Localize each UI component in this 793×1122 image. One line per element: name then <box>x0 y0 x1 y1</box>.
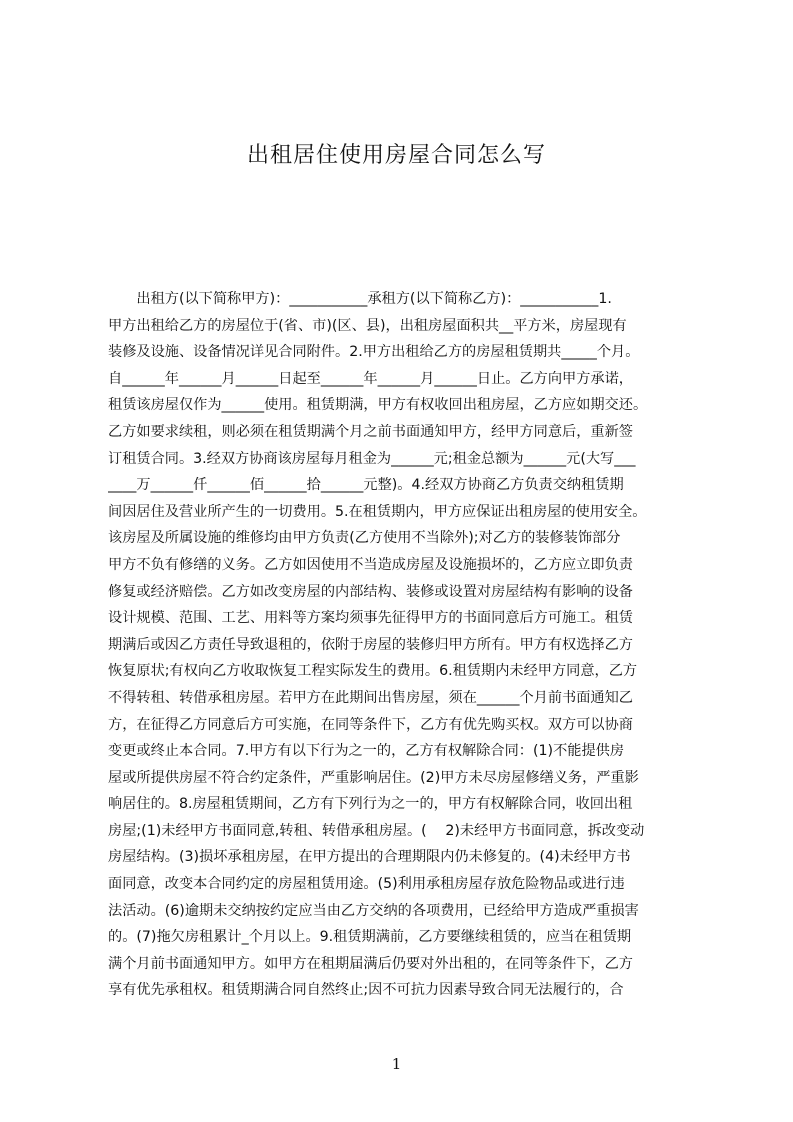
text-line: 订租赁合同。3.经双方协商该房屋每月租金为______元;租金总额为______元(大写___ <box>108 450 636 467</box>
text-line: 满个月前书面通知甲方。如甲方在租期届满后仍要对外出租的，在同等条件下，乙方 <box>108 955 633 972</box>
text-line: 响居住的。8.房屋租赁期间，乙方有下列行为之一的，甲方有权解除合同，收回出租 <box>108 796 633 813</box>
text-line: 甲方出租给乙方的房屋位于(省、市)(区、县)，出租房屋面积共__平方米，房屋现有 <box>108 317 627 334</box>
text-line: 房屋;(1)未经甲方书面同意,转租、转借承租房屋。( 2)未经甲方书面同意，拆改变动 <box>108 822 645 839</box>
page-number: 1 <box>391 1055 402 1073</box>
text-line: 享有优先承租权。租赁期满合同自然终止;因不可抗力因素导致合同无法履行的，合 <box>108 982 624 999</box>
text-line: 装修及设施、设备情况详见合同附件。2.甲方出租给乙方的房屋租赁期共_____个月。 <box>108 344 640 361</box>
text-line: 房屋结构。(3)损坏承租房屋，在甲方提出的合理期限内仍未修复的。(4)未经甲方书 <box>108 849 631 866</box>
contract-body <box>108 286 700 1004</box>
text-line: 设计规模、范围、工艺、用料等方案均须事先征得甲方的书面同意后方可施工。租赁 <box>108 610 633 627</box>
text-line: 甲方不负有修缮的义务。乙方如因使用不当造成房屋及设施损坏的，乙方应立即负责 <box>108 556 633 573</box>
text-line: 间因居住及营业所产生的一切费用。5.在租赁期内，甲方应保证出租房屋的使用安全。 <box>108 503 647 520</box>
text-line: 修复或经济赔偿。乙方如改变房屋的内部结构、装修或设置对房屋结构有影响的设备 <box>108 583 633 600</box>
document-title: 出租居住使用房屋合同怎么写 <box>246 143 546 168</box>
text-line: 法活动。(6)逾期未交纳按约定应当由乙方交纳的各项费用，已经给甲方造成严重损害 <box>108 902 639 919</box>
text-line: ____万______仟______佰______拾______元整)。4.经双方协商乙方负责交纳租赁期 <box>108 477 624 494</box>
text-line: 乙方如要求续租，则必须在租赁期满个月之前书面通知甲方，经甲方同意后，重新签 <box>108 423 633 440</box>
text-line: 变更或终止本合同。7.甲方有以下行为之一的，乙方有权解除合同：(1)不能提供房 <box>108 743 625 760</box>
text-line: 屋或所提供房屋不符合约定条件，严重影响居住。(2)甲方未尽房屋修缮义务，严重影 <box>108 769 639 786</box>
text-line: 不得转租、转借承租房屋。若甲方在此期间出售房屋，须在______个月前书面通知乙 <box>108 689 633 706</box>
text-line: 自______年______月______日起至______年______月______日止。乙方向甲方承诺， <box>108 370 633 387</box>
text-line: 恢复原状;有权向乙方收取恢复工程实际发生的费用。6.租赁期内未经甲方同意，乙方 <box>108 663 638 680</box>
text-line: 该房屋及所属设施的维修均由甲方负责(乙方使用不当除外);对乙方的装修装饰部分 <box>108 530 621 547</box>
text-line: 的。(7)拖欠房租累计_个月以上。9.租赁期满前，乙方要继续租赁的，应当在租赁期 <box>108 929 632 946</box>
text-line: 出租方(以下简称甲方)：___________承租方(以下简称乙方)：___________1. <box>108 291 612 307</box>
text-line: 期满后或因乙方责任导致退租的，依附于房屋的装修归甲方所有。甲方有权选择乙方 <box>108 636 633 653</box>
text-line: 方，在征得乙方同意后方可实施，在同等条件下，乙方有优先购买权。双方可以协商 <box>108 716 633 733</box>
text-line: 面同意，改变本合同约定的房屋租赁用途。(5)利用承租房屋存放危险物品或进行违 <box>108 876 625 893</box>
text-line: 租赁该房屋仅作为______使用。租赁期满，甲方有权收回出租房屋，乙方应如期交还。 <box>108 397 648 414</box>
